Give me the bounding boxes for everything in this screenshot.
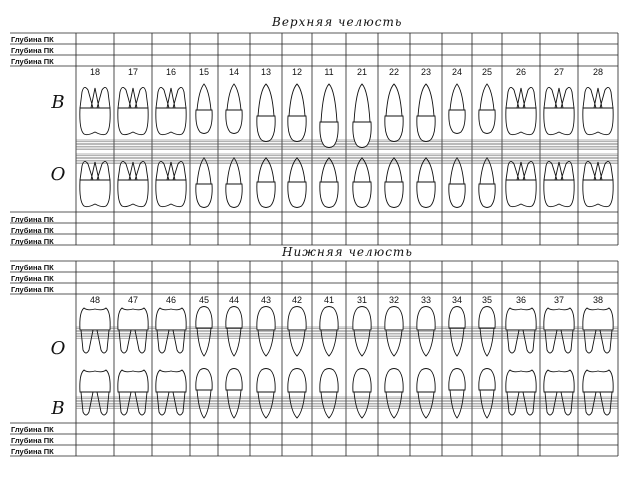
lower-depth-label-bottom-3: Глубина ПК <box>11 447 54 456</box>
tooth-number: 45 <box>198 295 210 305</box>
tooth-crown <box>320 182 338 208</box>
tooth-crown <box>353 307 371 331</box>
tooth-number: 44 <box>228 295 240 305</box>
tooth-root <box>321 330 337 356</box>
tooth-number: 12 <box>291 67 303 77</box>
tooth-crown <box>353 122 371 148</box>
tooth-number: 25 <box>481 67 493 77</box>
tooth-root <box>227 390 241 418</box>
upper-grid <box>10 33 618 245</box>
tooth-crown <box>196 369 212 391</box>
tooth-root <box>583 87 613 108</box>
tooth-root <box>118 161 148 180</box>
tooth-crown <box>226 110 242 134</box>
tooth-root <box>480 390 494 418</box>
tooth-crown <box>479 110 495 134</box>
tooth-crown <box>156 370 186 392</box>
tooth-crown <box>583 370 613 392</box>
tooth-root <box>118 87 148 108</box>
tooth-root <box>386 158 402 182</box>
tooth-crown <box>544 370 574 392</box>
tooth-crown <box>417 116 435 142</box>
tooth-crown <box>288 182 306 208</box>
tooth-root <box>583 161 613 180</box>
tooth-root <box>258 84 274 116</box>
tooth-number: 14 <box>228 67 240 77</box>
tooth-crown <box>156 308 186 330</box>
tooth-root <box>156 161 186 180</box>
lower-depth-label-bottom-1: Глубина ПК <box>11 425 54 434</box>
tooth-number: 48 <box>89 295 101 305</box>
tooth-root <box>544 161 574 180</box>
tooth-crown <box>257 307 275 331</box>
upper-jaw-title: Верхняя челюсть <box>272 15 403 29</box>
tooth-root <box>227 328 241 356</box>
tooth-crown <box>80 308 110 330</box>
tooth-crown <box>506 308 536 330</box>
tooth-crown <box>80 180 110 207</box>
tooth-root <box>418 84 434 116</box>
tooth-crown <box>288 307 306 331</box>
tooth-crown <box>118 308 148 330</box>
tooth-number: 17 <box>127 67 139 77</box>
tooth-crown <box>226 307 242 329</box>
tooth-root <box>258 158 274 182</box>
tooth-crown <box>506 180 536 207</box>
tooth-root <box>80 161 110 180</box>
tooth-number: 27 <box>553 67 565 77</box>
tooth-crown <box>449 307 465 329</box>
upper-depth-label-top-2: Глубина ПК <box>11 46 54 55</box>
upper-side-letter-oral: О <box>50 164 66 185</box>
tooth-number: 26 <box>515 67 527 77</box>
tooth-number: 37 <box>553 295 565 305</box>
tooth-crown <box>385 369 403 393</box>
tooth-number: 35 <box>481 295 493 305</box>
tooth-root <box>258 330 274 356</box>
tooth-root <box>450 390 464 418</box>
upper-depth-label-bottom-3: Глубина ПК <box>11 237 54 246</box>
tooth-root <box>289 84 305 116</box>
upper-depth-label-bottom-1: Глубина ПК <box>11 215 54 224</box>
tooth-crown <box>226 184 242 208</box>
upper-depth-label-top-1: Глубина ПК <box>11 35 54 44</box>
lower-depth-label-top-1: Глубина ПК <box>11 263 54 272</box>
tooth-root <box>386 84 402 116</box>
tooth-crown <box>417 307 435 331</box>
tooth-crown <box>257 369 275 393</box>
tooth-root <box>418 330 434 356</box>
tooth-crown <box>80 370 110 392</box>
tooth-number: 46 <box>165 295 177 305</box>
tooth-root <box>354 158 370 182</box>
tooth-number: 41 <box>323 295 335 305</box>
tooth-root <box>197 84 211 110</box>
tooth-crown <box>196 110 212 134</box>
tooth-root <box>227 84 241 110</box>
tooth-crown <box>417 369 435 393</box>
lower-depth-label-bottom-2: Глубина ПК <box>11 436 54 445</box>
tooth-crown <box>257 182 275 208</box>
tooth-root <box>506 161 536 180</box>
tooth-number: 31 <box>356 295 368 305</box>
tooth-crown <box>544 108 574 135</box>
tooth-root <box>480 84 494 110</box>
tooth-root <box>321 84 337 122</box>
tooth-crown <box>479 184 495 208</box>
tooth-number: 43 <box>260 295 272 305</box>
tooth-crown <box>417 182 435 208</box>
tooth-number: 22 <box>388 67 400 77</box>
tooth-number: 28 <box>592 67 604 77</box>
tooth-root <box>386 330 402 356</box>
tooth-crown <box>353 369 371 393</box>
tooth-root <box>321 158 337 182</box>
tooth-number: 34 <box>451 295 463 305</box>
tooth-crown <box>156 108 186 135</box>
lower-depth-label-top-2: Глубина ПК <box>11 274 54 283</box>
tooth-crown <box>506 370 536 392</box>
lower-grid <box>10 261 618 456</box>
tooth-crown <box>257 116 275 142</box>
tooth-number: 16 <box>165 67 177 77</box>
tooth-crown <box>385 182 403 208</box>
tooth-number: 21 <box>356 67 368 77</box>
tooth-root <box>289 158 305 182</box>
tooth-root <box>544 87 574 108</box>
tooth-crown <box>118 180 148 207</box>
tooth-root <box>80 87 110 108</box>
tooth-crown <box>385 307 403 331</box>
tooth-root <box>197 390 211 418</box>
tooth-number: 13 <box>260 67 272 77</box>
tooth-crown <box>385 116 403 142</box>
tooth-crown <box>449 110 465 134</box>
tooth-root <box>156 87 186 108</box>
upper-depth-label-bottom-2: Глубина ПК <box>11 226 54 235</box>
tooth-crown <box>196 184 212 208</box>
tooth-crown <box>544 308 574 330</box>
tooth-crown <box>320 122 338 148</box>
tooth-root <box>289 330 305 356</box>
tooth-crown <box>479 307 495 329</box>
tooth-number: 36 <box>515 295 527 305</box>
tooth-crown <box>288 369 306 393</box>
tooth-crown <box>156 180 186 207</box>
tooth-root <box>418 158 434 182</box>
upper-side-letter-vestibular: В <box>51 92 65 113</box>
tooth-crown <box>353 182 371 208</box>
tooth-number: 15 <box>198 67 210 77</box>
tooth-root <box>354 330 370 356</box>
tooth-number: 24 <box>451 67 463 77</box>
tooth-root <box>480 328 494 356</box>
tooth-root <box>506 87 536 108</box>
tooth-root <box>450 328 464 356</box>
tooth-crown <box>449 369 465 391</box>
tooth-crown <box>196 307 212 329</box>
tooth-crown <box>506 108 536 135</box>
tooth-crown <box>583 108 613 135</box>
tooth-root <box>197 328 211 356</box>
lower-teeth <box>80 295 613 418</box>
tooth-root <box>354 84 370 122</box>
tooth-crown <box>479 369 495 391</box>
upper-depth-label-top-3: Глубина ПК <box>11 57 54 66</box>
tooth-crown <box>583 308 613 330</box>
tooth-number: 18 <box>89 67 101 77</box>
upper-teeth <box>80 67 613 208</box>
lower-side-letter-vestibular: В <box>51 398 65 419</box>
tooth-number: 38 <box>592 295 604 305</box>
tooth-crown <box>583 180 613 207</box>
lower-depth-label-top-3: Глубина ПК <box>11 285 54 294</box>
tooth-number: 33 <box>420 295 432 305</box>
tooth-crown <box>226 369 242 391</box>
tooth-crown <box>320 369 338 393</box>
tooth-crown <box>80 108 110 135</box>
tooth-crown <box>449 184 465 208</box>
tooth-number: 42 <box>291 295 303 305</box>
tooth-root <box>450 84 464 110</box>
tooth-number: 47 <box>127 295 139 305</box>
tooth-crown <box>288 116 306 142</box>
tooth-number: 11 <box>324 67 334 77</box>
tooth-crown <box>544 180 574 207</box>
lower-jaw-title: Нижняя челюсть <box>282 245 413 259</box>
tooth-number: 32 <box>388 295 400 305</box>
tooth-number: 23 <box>420 67 432 77</box>
tooth-crown <box>118 108 148 135</box>
tooth-crown <box>320 307 338 331</box>
lower-side-letter-oral: О <box>50 338 66 359</box>
tooth-crown <box>118 370 148 392</box>
